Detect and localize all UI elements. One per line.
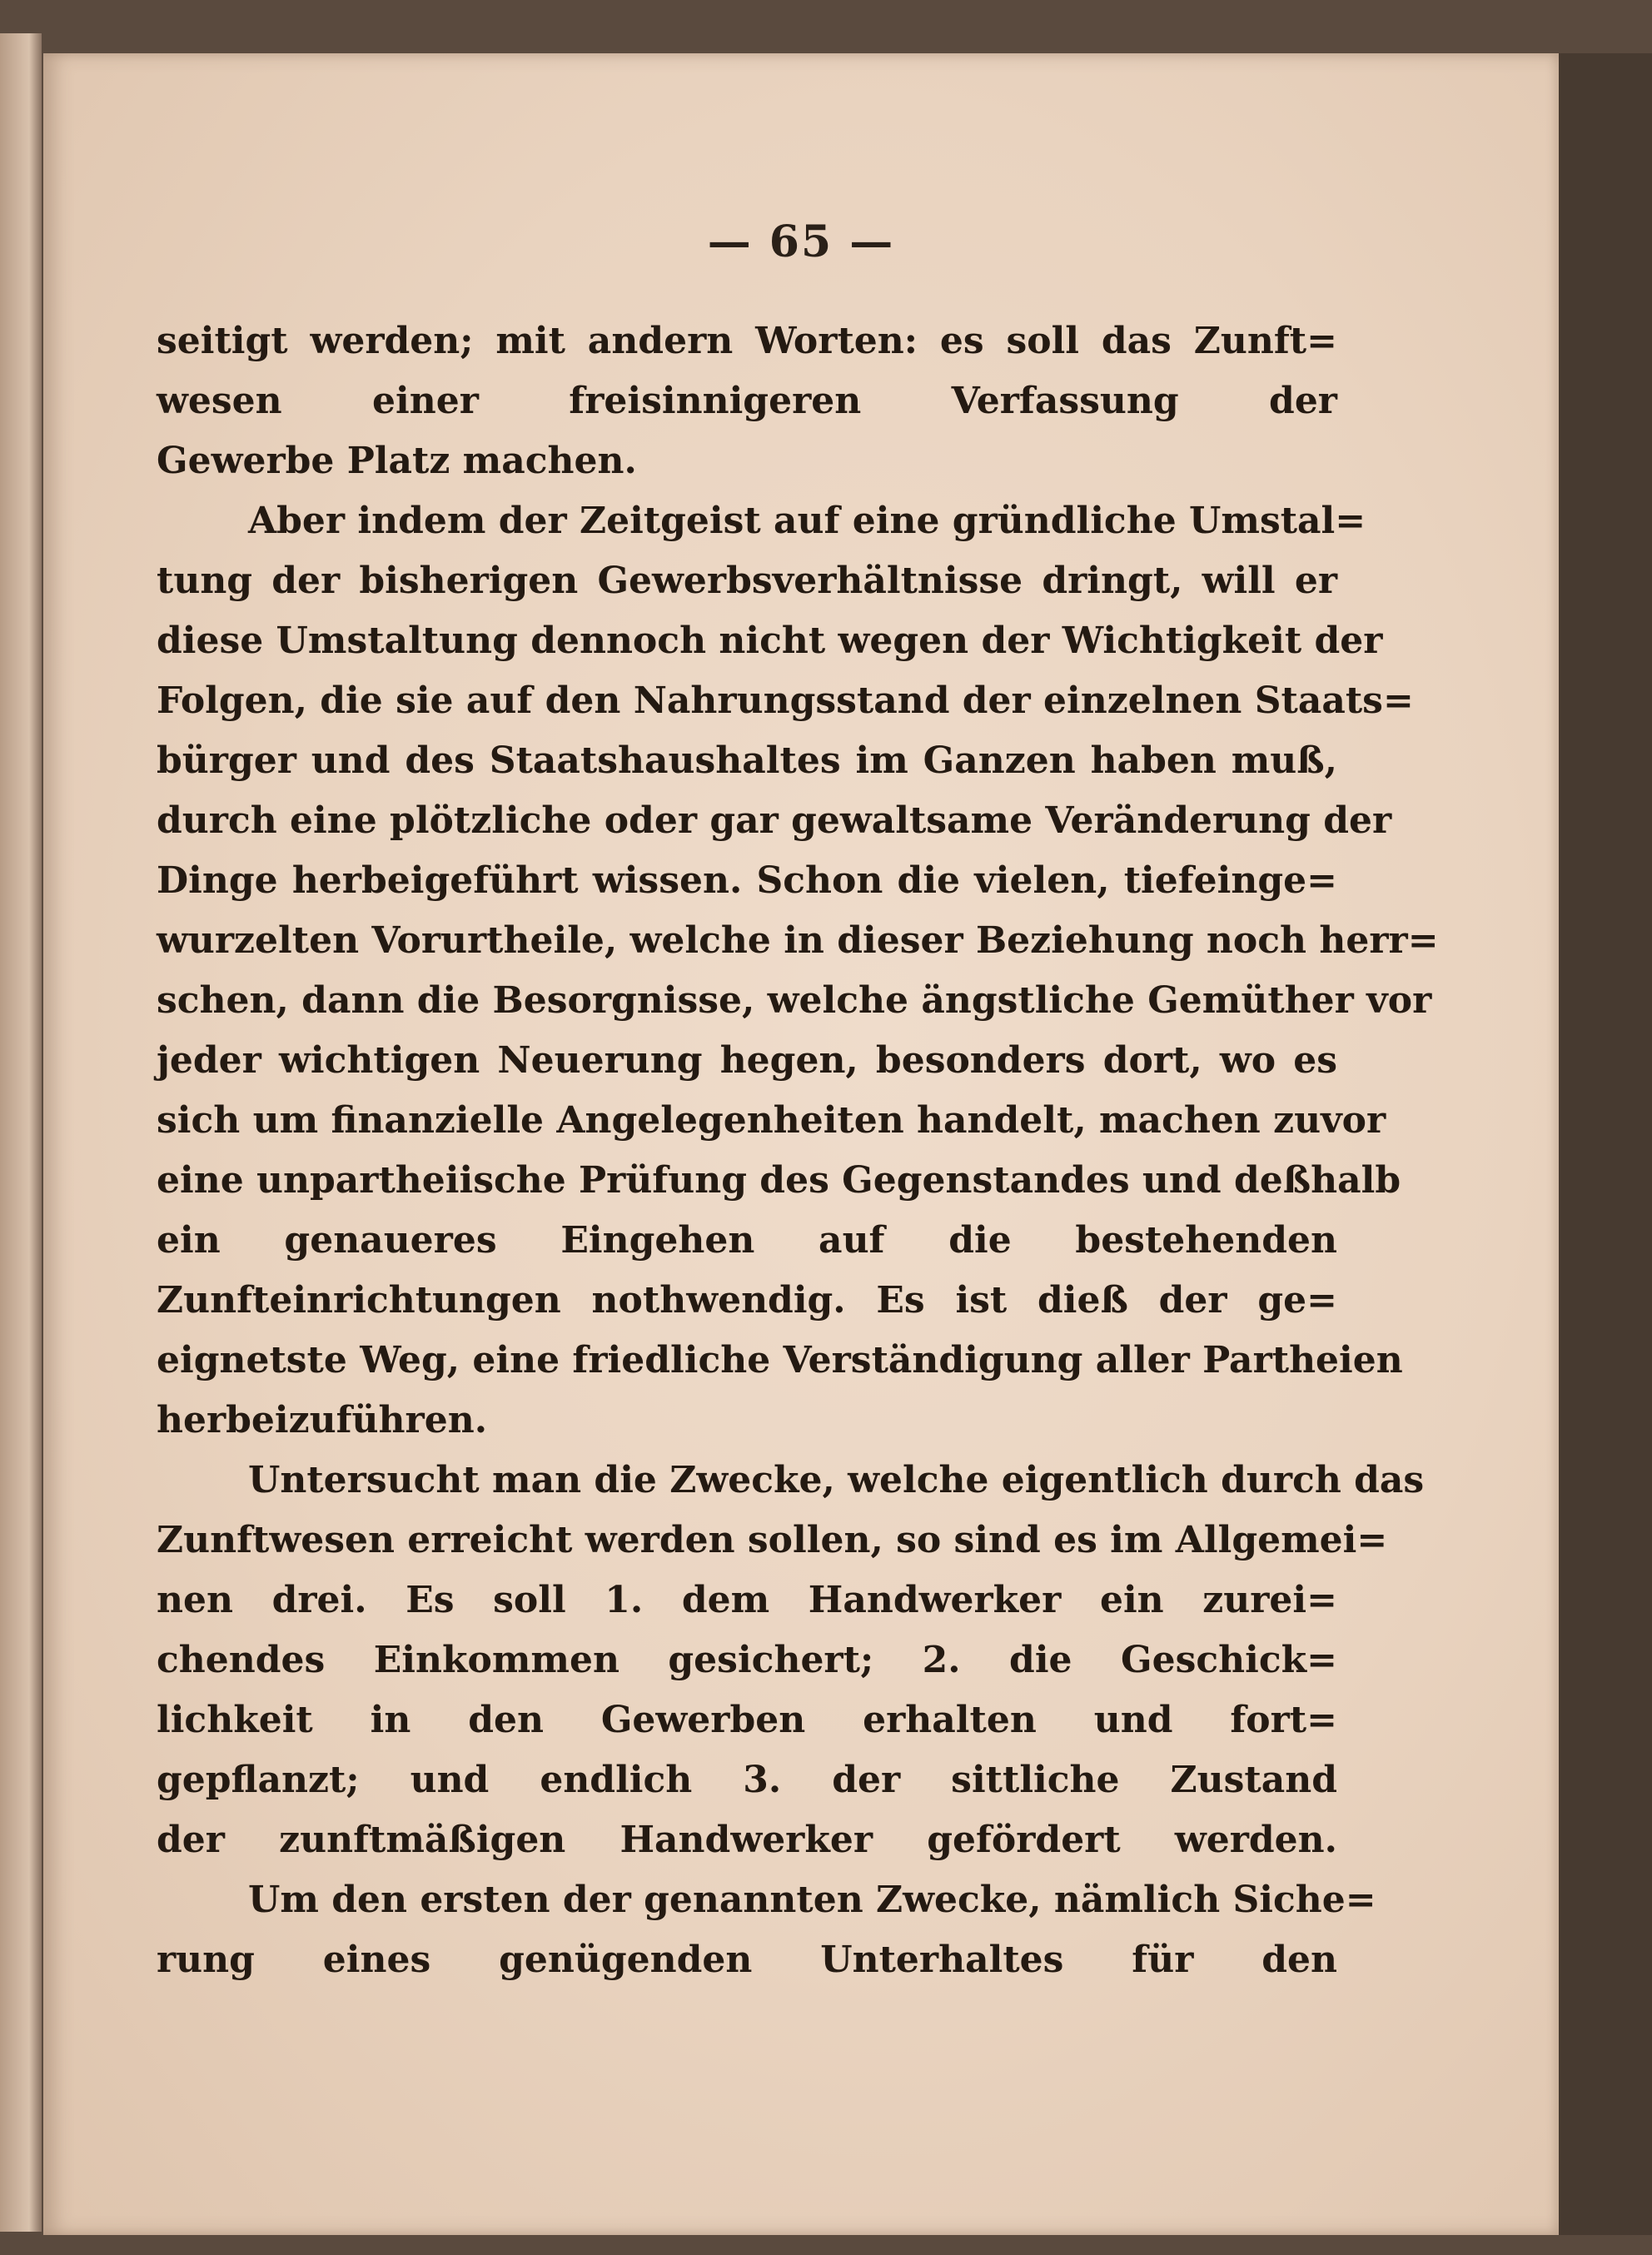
text-line: nen drei. Es soll 1. dem Handwerker ein zurei=: [157, 1579, 1337, 1621]
text-line: wesen einer freisinnigeren Verfassung der: [157, 380, 1337, 422]
text-line: Zunftwesen erreicht werden sollen, so sind es im Allgemei=: [157, 1519, 1388, 1561]
text-line: lichkeit in den Gewerben erhalten und fort=: [157, 1699, 1337, 1741]
text-line: diese Umstaltung dennoch nicht wegen der Wichtigkeit der: [157, 620, 1383, 662]
text-line: Aber indem der Zeitgeist auf eine gründliche Umstal=: [248, 500, 1366, 542]
text-line: durch eine plötzliche oder gar gewaltsame Veränderung der: [157, 799, 1392, 842]
text-line: sich um finanzielle Angelegenheiten handelt, machen zuvor: [157, 1099, 1386, 1142]
text-line: Um den ersten der genannten Zwecke, nämlich Siche=: [248, 1879, 1376, 1921]
text-line: Untersucht man die Zwecke, welche eigentlich durch das: [248, 1459, 1425, 1501]
text-line: bürger und des Staatshaushaltes im Ganzen haben muß,: [157, 739, 1337, 782]
text-line: der zunftmäßigen Handwerker gefördert werden.: [157, 1819, 1337, 1861]
page-number-header: — 65 —: [707, 217, 895, 267]
text-line: Dinge herbeigeführt wissen. Schon die vielen, tiefeinge=: [157, 859, 1337, 902]
text-line: eine unpartheiische Prüfung des Gegenstandes und deßhalb: [157, 1159, 1401, 1202]
text-line: rung eines genügenden Unterhaltes für den: [157, 1939, 1337, 1981]
text-line: Folgen, die sie auf den Nahrungsstand der einzelnen Staats=: [157, 679, 1414, 722]
book-cover-edge: [1559, 53, 1652, 2235]
text-line: seitigt werden; mit andern Worten: es soll das Zunft=: [157, 320, 1337, 362]
text-line: Zunfteinrichtungen nothwendig. Es ist dieß der ge=: [157, 1279, 1337, 1322]
book-page: [43, 53, 1559, 2235]
text-line: tung der bisherigen Gewerbsverhältnisse dringt, will er: [157, 560, 1337, 602]
text-line: schen, dann die Besorgnisse, welche ängstliche Gemüther vor: [157, 979, 1432, 1022]
body-text: [157, 311, 1439, 1990]
text-line: chendes Einkommen gesichert; 2. die Geschick=: [157, 1639, 1337, 1681]
facing-page-edge: [0, 33, 42, 2232]
text-line: ein genaueres Eingehen auf die bestehenden: [157, 1219, 1337, 1262]
text-line: jeder wichtigen Neuerung hegen, besonders dort, wo es: [157, 1039, 1337, 1082]
text-line: Gewerbe Platz machen.: [157, 440, 637, 482]
text-line: eignetste Weg, eine friedliche Verständigung aller Partheien: [157, 1339, 1403, 1381]
text-line: wurzelten Vorurtheile, welche in dieser Beziehung noch herr=: [157, 919, 1439, 962]
text-line: gepflanzt; und endlich 3. der sittliche Zustand: [157, 1759, 1337, 1801]
text-line: herbeizuführen.: [157, 1399, 488, 1441]
